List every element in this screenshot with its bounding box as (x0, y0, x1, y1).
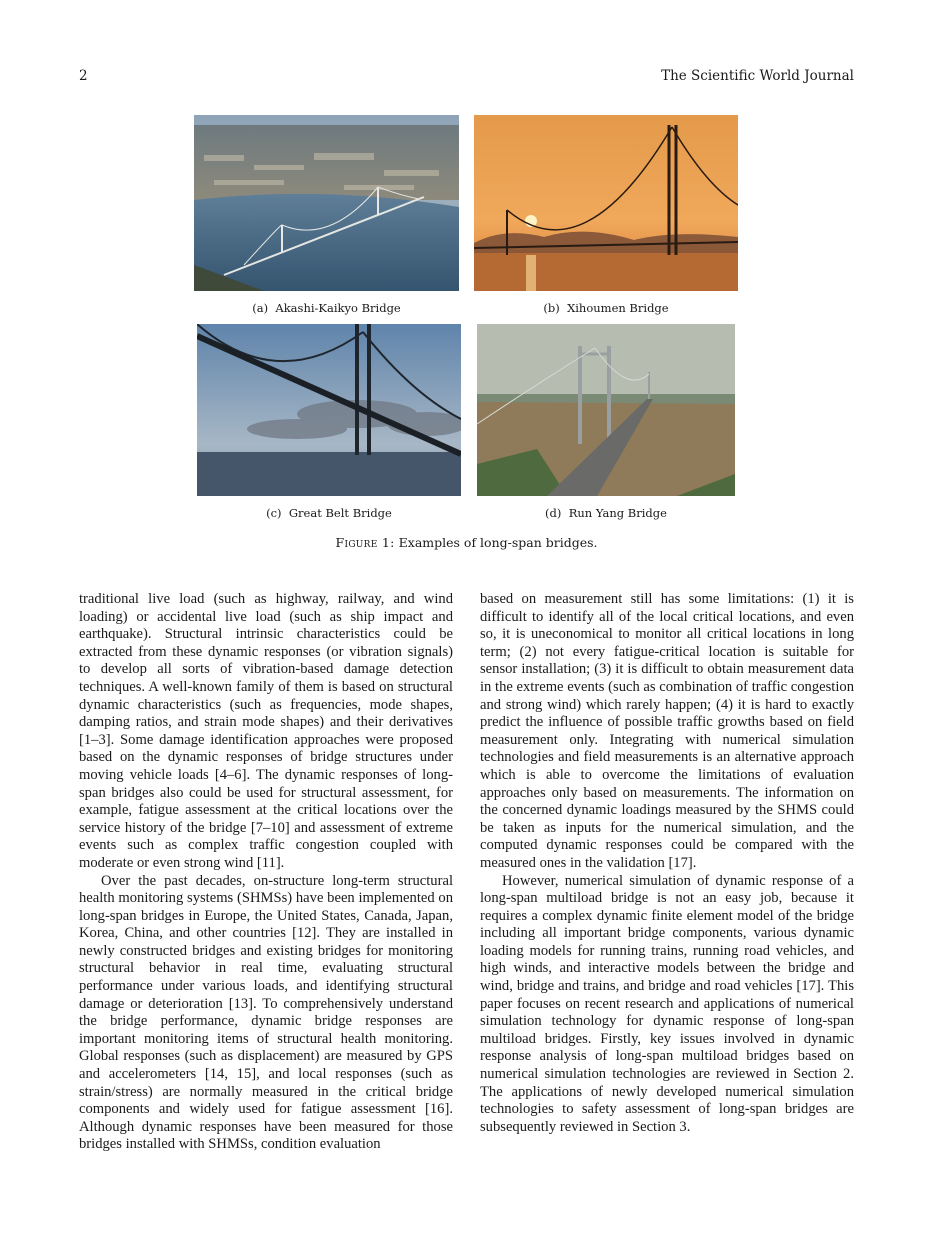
running-header (79, 68, 854, 86)
subfigure-title-a: Akashi-Kaikyo Bridge (275, 301, 401, 315)
paragraph: based on measurement still has some limitations: (1) it is difficult to identify all of the local critical locations, and even so, it is uneconomical to monitor all critical locations in long term; (2) not every fatigue-critical location is suitable for sensor installation; (3) it is difficult to obtain measurement data in the extreme events (such as combination of traffic congestion and strong wind) which rarely happen; (4) it is hard to exactly predict the influence of possible traffic growths based on field measurement only. Integrating with numerical simulation technologies and field measurements is an alternative approach which is able to overcome the limitations of evaluation approaches only based on measurements. The information on the concerned dynamic loadings measured by the SHMS could be taken as inputs for the numerical simulation, and the computed dynamic responses could be compared with the measured ones in the validation [17]. (480, 591, 854, 871)
figure-caption-text: Examples of long-span bridges. (398, 535, 598, 550)
paragraph: However, numerical simulation of dynamic response of a long-span multiload bridge is not an easy job, because it requires a complex dynamic finite element model of the bridge including all important bridge components, various dynamic loading models for running trains, running road vehicles, and high winds, and interactive models between the bridge and wind, bridge and trains, and bridge and road vehicles [17]. This paper focuses on recent research and applications of numerical simulation technology for dynamic response of long-span multiload bridges. Firstly, key issues involved in dynamic response analysis of long-span multiload bridges based on numerical simulation technologies are reviewed in Section 2. The applications of newly developed numerical simulation technologies to safety assessment of long-span bridges are subsequently reviewed in Section 3. (480, 872, 854, 1135)
subfigure-caption-d (477, 506, 735, 520)
subfigure-label-d: (d) (545, 506, 562, 520)
subfigure-caption-a (194, 301, 459, 315)
subfigure-title-d: Run Yang Bridge (568, 506, 667, 520)
subfigure-caption-c (197, 506, 461, 520)
journal-name: The Scientific World Journal (661, 68, 854, 84)
figure-caption (0, 535, 933, 550)
subfigure-label-c: (c) (266, 506, 282, 520)
paragraph: Over the past decades, on-structure long-term structural health monitoring systems (SHMSs) have been implemented on long-span bridges in Europe, the United States, Canada, Japan, Korea, China, and other countries [12]. They are installed in newly constructed bridges and existing bridges for monitoring structural behavior in real time, evaluating structural performance under various loads, and identifying structural damage or deterioration [13]. To comprehensively understand the bridge performance, dynamic bridge responses are important monitoring items of structural health monitoring. Global responses (such as displacement) are measured by GPS and accelerometers [14, 15], and local responses (such as strain/stress) are normally measured in the critical bridge components and widely used for fatigue assessment [16]. Although dynamic responses have been measured for those bridges installed with SHMSs, condition evaluation (79, 872, 453, 1153)
body-column-left (79, 591, 453, 1154)
body-column-right (480, 591, 854, 1136)
photo-great-belt-bridge (197, 324, 461, 496)
paragraph: traditional live load (such as highway, railway, and wind loading) or accidental live load (such as ship impact and earthquake). Structural intrinsic characteristics could be extracted from these dynamic responses (or vibration signals) to develop all sorts of vibration-based damage detection techniques. A well-known family of them is based on structural dynamic characteristics (such as frequencies, mode shapes, damping ratios, and strain mode shapes) and their derivatives [1–3]. Some damage identification approaches were proposed based on the dynamic responses of bridge structures under moving vehicle loads [4–6]. The dynamic responses of long-span bridges also could be used for structural assessment, for example, fatigue assessment at the critical locations over the service history of the bridge [7–10] and assessment of extreme events such as complex traffic congestion coupled with moderate or even strong wind [11]. (79, 591, 453, 871)
page-number: 2 (79, 68, 88, 84)
photo-xihoumen-bridge (474, 115, 738, 291)
subfigure-title-b: Xihoumen Bridge (567, 301, 669, 315)
figure-caption-label: Figure 1: (335, 535, 395, 550)
photo-run-yang-bridge (477, 324, 735, 496)
subfigure-label-a: (a) (252, 301, 269, 315)
photo-akashi-kaikyo-bridge (194, 115, 459, 291)
subfigure-caption-b (474, 301, 738, 315)
subfigure-label-b: (b) (543, 301, 560, 315)
subfigure-title-c: Great Belt Bridge (288, 506, 392, 520)
